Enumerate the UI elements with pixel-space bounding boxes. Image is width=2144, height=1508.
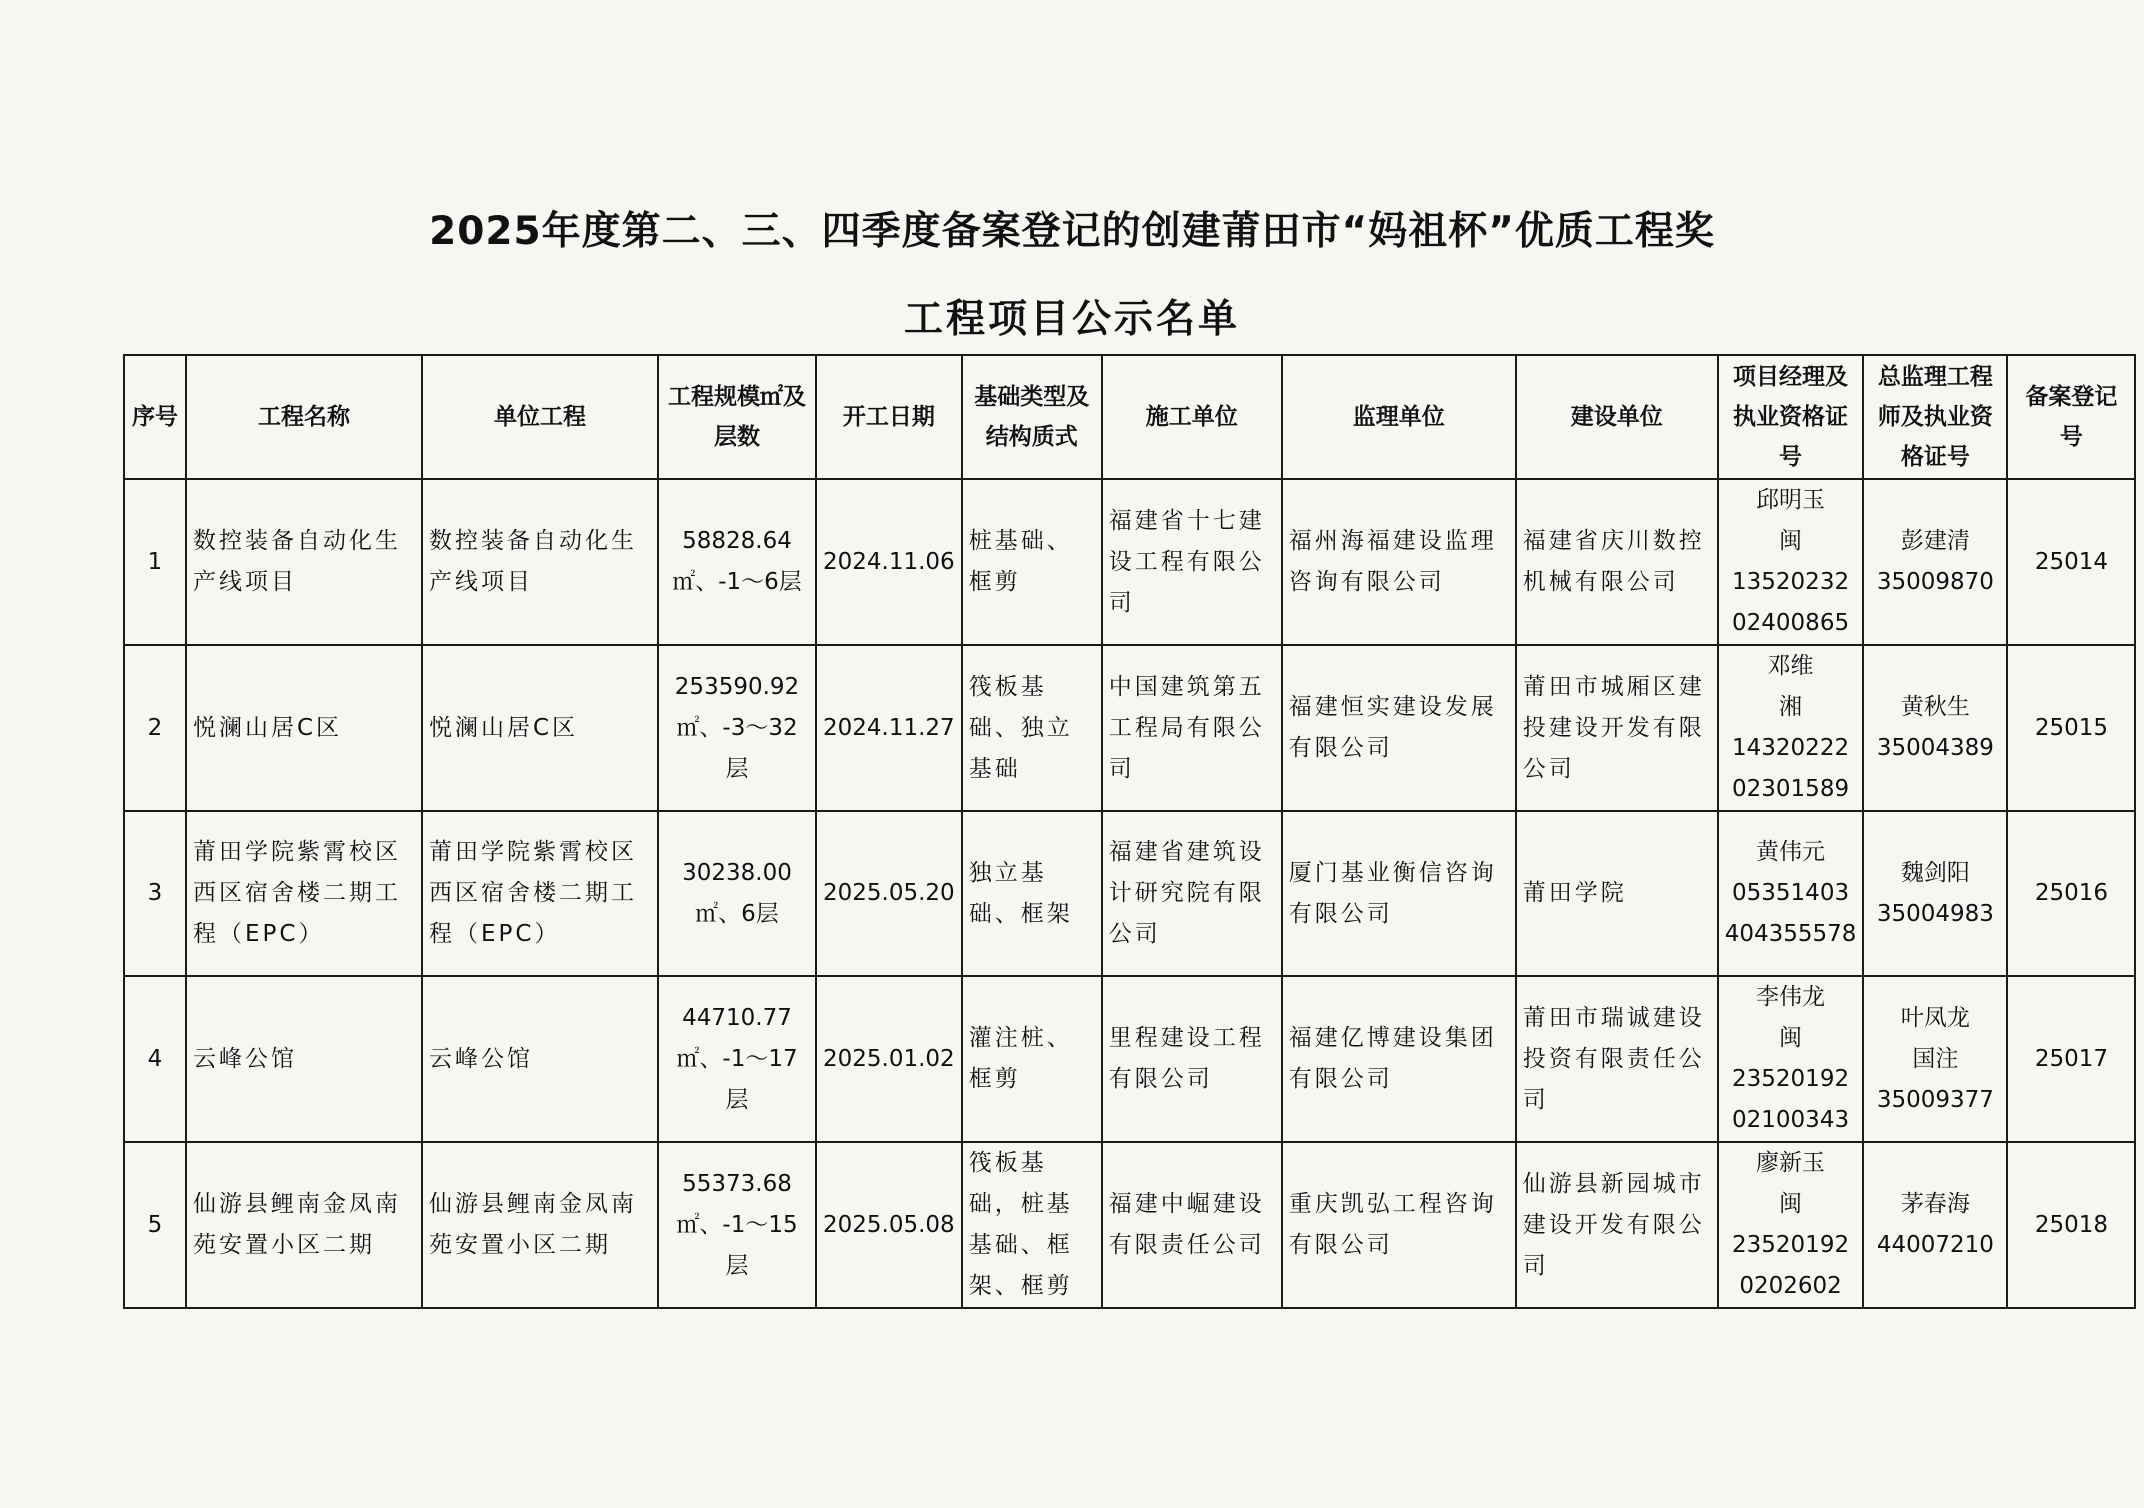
cell-developer: 莆田市城厢区建投建设开发有限公司 — [1516, 645, 1718, 811]
pm-province: 闽 — [1779, 1191, 1803, 1217]
cell-no: 5 — [124, 1142, 186, 1308]
cell-foundation: 桩基础、框剪 — [962, 479, 1102, 645]
cell-foundation: 灌注桩、框剪 — [962, 976, 1102, 1142]
chief-name: 魏剑阳 — [1900, 859, 1970, 886]
header-chief-supervisor: 总监理工程师及执业资格证号 — [1863, 355, 2007, 479]
header-start-date: 开工日期 — [816, 355, 962, 479]
cell-chief-supervisor — [1863, 976, 2007, 1142]
cell-developer: 莆田学院 — [1516, 811, 1718, 976]
cell-supervisor: 福州海福建设监理咨询有限公司 — [1282, 479, 1516, 645]
chief-cert: 35009377 — [1876, 1086, 1994, 1113]
cell-registration-no: 25015 — [2007, 645, 2135, 811]
document-subtitle: 工程项目公示名单 — [903, 297, 1240, 342]
pm-cert-part1: 23520192 — [1732, 1232, 1850, 1258]
chief-name: 茅春海 — [1900, 1191, 1970, 1217]
cell-chief-supervisor — [1863, 479, 2007, 645]
chief-cert: 35009870 — [1876, 569, 1994, 595]
pm-cert-part1: 14320222 — [1732, 735, 1850, 761]
pm-name: 黄伟元 — [1756, 839, 1826, 865]
header-row — [124, 355, 2135, 479]
cell-supervisor: 厦门基业衡信咨询有限公司 — [1282, 811, 1516, 976]
cell-scale: 30238.00㎡、6层 — [658, 811, 816, 976]
cell-start-date: 2025.01.02 — [816, 976, 962, 1142]
cell-chief-supervisor — [1863, 645, 2007, 811]
cell-contractor: 福建中崛建设有限责任公司 — [1102, 1142, 1282, 1308]
cell-chief-supervisor — [1863, 811, 2007, 976]
cell-developer: 仙游县新园城市建设开发有限公司 — [1516, 1142, 1718, 1308]
header-scale: 工程规模㎡及层数 — [658, 355, 816, 479]
table-row — [124, 645, 2135, 811]
cell-project-manager — [1718, 479, 1864, 645]
cell-start-date: 2024.11.27 — [816, 645, 962, 811]
pm-province: 闽 — [1779, 1025, 1803, 1051]
cell-registration-no: 25014 — [2007, 479, 2135, 645]
cell-project-manager — [1718, 1142, 1864, 1308]
chief-prefix: 国注 — [1912, 1045, 1959, 1072]
chief-cert: 35004389 — [1876, 735, 1994, 761]
cell-developer: 莆田市瑞诚建设投资有限责任公司 — [1516, 976, 1718, 1142]
cell-project-name: 悦澜山居C区 — [186, 645, 422, 811]
pm-province: 湘 — [1779, 694, 1803, 720]
pm-cert-part1: 13520232 — [1732, 569, 1850, 595]
cell-no: 4 — [124, 976, 186, 1142]
cell-project-manager — [1718, 976, 1864, 1142]
cell-scale: 44710.77㎡、-1～17层 — [658, 976, 816, 1142]
cell-contractor: 中国建筑第五工程局有限公司 — [1102, 645, 1282, 811]
cell-project-name: 莆田学院紫霄校区西区宿舍楼二期工程（EPC） — [186, 811, 422, 976]
cell-contractor: 里程建设工程有限公司 — [1102, 976, 1282, 1142]
cell-no: 3 — [124, 811, 186, 976]
pm-name: 李伟龙 — [1756, 984, 1826, 1010]
header-project-manager: 项目经理及执业资格证号 — [1718, 355, 1864, 479]
cell-unit-project: 仙游县鲤南金凤南苑安置小区二期 — [422, 1142, 658, 1308]
pm-province: 闽 — [1779, 528, 1803, 554]
cell-unit-project: 云峰公馆 — [422, 976, 658, 1142]
header-foundation: 基础类型及结构质式 — [962, 355, 1102, 479]
cell-supervisor: 福建恒实建设发展有限公司 — [1282, 645, 1516, 811]
cell-scale: 55373.68㎡、-1～15层 — [658, 1142, 816, 1308]
pm-cert-part2: 02100343 — [1732, 1107, 1850, 1133]
cell-scale: 253590.92㎡、-3～32层 — [658, 645, 816, 811]
cell-developer: 福建省庆川数控机械有限公司 — [1516, 479, 1718, 645]
chief-name: 叶凤龙 — [1900, 1004, 1970, 1031]
cell-project-name: 云峰公馆 — [186, 976, 422, 1142]
pm-cert-part1: 23520192 — [1732, 1066, 1850, 1092]
chief-cert: 35004983 — [1876, 900, 1994, 927]
chief-name: 彭建清 — [1900, 528, 1970, 554]
cell-unit-project: 数控装备自动化生产线项目 — [422, 479, 658, 645]
cell-unit-project: 悦澜山居C区 — [422, 645, 658, 811]
table-row — [124, 811, 2135, 976]
cell-supervisor: 重庆凯弘工程咨询有限公司 — [1282, 1142, 1516, 1308]
header-no: 序号 — [124, 355, 186, 479]
pm-cert-part2: 404355578 — [1724, 921, 1857, 947]
cell-project-name: 仙游县鲤南金凤南苑安置小区二期 — [186, 1142, 422, 1308]
cell-chief-supervisor — [1863, 1142, 2007, 1308]
cell-unit-project: 莆田学院紫霄校区西区宿舍楼二期工程（EPC） — [422, 811, 658, 976]
cell-registration-no: 25017 — [2007, 976, 2135, 1142]
pm-cert-part2: 02301589 — [1732, 776, 1850, 802]
cell-foundation: 筏板基础，桩基基础、框架、框剪 — [962, 1142, 1102, 1308]
cell-no: 2 — [124, 645, 186, 811]
cell-supervisor: 福建亿博建设集团有限公司 — [1282, 976, 1516, 1142]
cell-contractor: 福建省十七建设工程有限公司 — [1102, 479, 1282, 645]
header-registration-no: 备案登记号 — [2007, 355, 2135, 479]
header-supervisor: 监理单位 — [1282, 355, 1516, 479]
chief-cert: 44007210 — [1876, 1232, 1994, 1258]
cell-registration-no: 25018 — [2007, 1142, 2135, 1308]
header-contractor: 施工单位 — [1102, 355, 1282, 479]
cell-contractor: 福建省建筑设计研究院有限公司 — [1102, 811, 1282, 976]
pm-name: 廖新玉 — [1756, 1150, 1826, 1176]
pm-name: 邓维 — [1767, 653, 1814, 679]
header-unit-project: 单位工程 — [422, 355, 658, 479]
document-title: 2025年度第二、三、四季度备案登记的创建莆田市“妈祖杯”优质工程奖 — [429, 209, 1715, 254]
pm-cert-part2: 02400865 — [1732, 610, 1850, 636]
pm-cert-part1: 05351403 — [1732, 880, 1850, 906]
cell-project-manager — [1718, 645, 1864, 811]
cell-start-date: 2025.05.08 — [816, 1142, 962, 1308]
pm-cert-part2: 0202602 — [1739, 1273, 1842, 1299]
pm-name: 邱明玉 — [1756, 487, 1826, 513]
cell-no: 1 — [124, 479, 186, 645]
table-row — [124, 1142, 2135, 1308]
header-developer: 建设单位 — [1516, 355, 1718, 479]
cell-start-date: 2025.05.20 — [816, 811, 962, 976]
cell-foundation: 筏板基础、独立基础 — [962, 645, 1102, 811]
registration-table — [123, 354, 2136, 1309]
cell-scale: 58828.64㎡、-1～6层 — [658, 479, 816, 645]
cell-registration-no: 25016 — [2007, 811, 2135, 976]
chief-name: 黄秋生 — [1900, 694, 1970, 720]
cell-project-manager — [1718, 811, 1864, 976]
header-project-name: 工程名称 — [186, 355, 422, 479]
cell-project-name: 数控装备自动化生产线项目 — [186, 479, 422, 645]
cell-start-date: 2024.11.06 — [816, 479, 962, 645]
table-row — [124, 479, 2135, 645]
table-row — [124, 976, 2135, 1142]
cell-foundation: 独立基础、框架 — [962, 811, 1102, 976]
